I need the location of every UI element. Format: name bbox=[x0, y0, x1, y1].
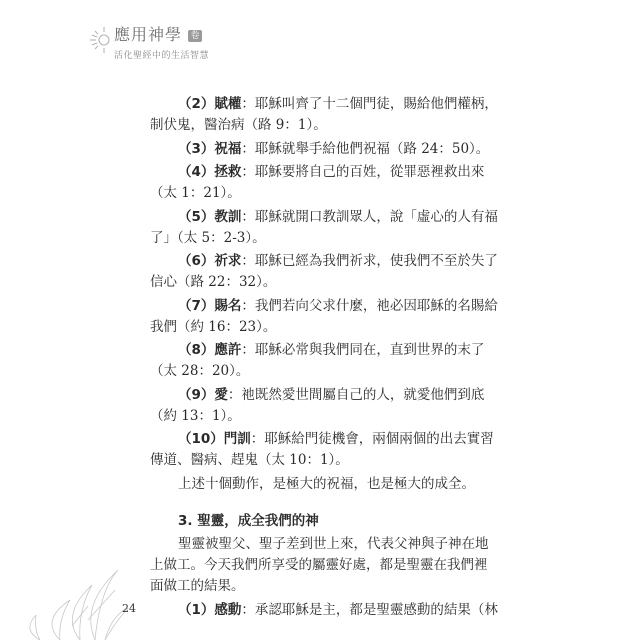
leaf-decoration-icon bbox=[0, 560, 130, 640]
list-item bbox=[150, 600, 510, 621]
paragraph-line: 上述十個動作，是極大的祝福，也是極大的成全。 bbox=[178, 475, 475, 492]
item-text: ：耶穌就舉手給他們祝福（路 24：50）。 bbox=[241, 140, 490, 157]
continuation-line: 信心（路 22：32）。 bbox=[150, 274, 277, 290]
item-text: ：耶穌叫齊了十二個門徒，賜給他們權柄， bbox=[241, 96, 498, 112]
paragraph-line: 聖靈被聖父、聖子差到世上來，代表父神與子神在地 bbox=[178, 536, 489, 552]
item-text: ：耶穌就開口教訓眾人，說「虛心的人有福 bbox=[241, 208, 498, 225]
volume-badge: 卷三 bbox=[188, 30, 202, 42]
page-body bbox=[150, 94, 510, 621]
list-item bbox=[150, 139, 510, 160]
book-title: 應用神學 bbox=[114, 25, 183, 44]
continuation-line: （太 28：20）。 bbox=[150, 363, 250, 379]
item-label: （1）感動 bbox=[178, 601, 242, 618]
item-text: ：祂既然愛世間屬自己的人，就愛他們到底 bbox=[227, 386, 485, 403]
item-label: （10）門訓 bbox=[178, 431, 251, 447]
continuation-line: （約 13：1）。 bbox=[150, 407, 241, 424]
item-text: ：耶穌必常與我們同在，直到世界的末了 bbox=[241, 342, 485, 358]
item-label: （6）祈求 bbox=[178, 253, 242, 269]
item-label: （2）賦權 bbox=[178, 96, 242, 112]
item-label: （8）應許 bbox=[178, 342, 242, 358]
item-text: ：耶穌要將自己的百姓，從罪惡裡救出來 bbox=[241, 164, 485, 180]
item-label: （7）賜名 bbox=[178, 297, 242, 314]
continuation-line: 了」（太 5：2-3）。 bbox=[150, 229, 266, 246]
continuation-line: （太 1：21）。 bbox=[150, 185, 241, 201]
item-text: ：我們若向父求什麼，祂必因耶穌的名賜給 bbox=[241, 297, 498, 314]
item-text: ：耶穌已經為我們祈求，使我們不至於失了 bbox=[241, 253, 498, 269]
continuation-line: 上做工。今天我們所享受的屬靈好處，都是聖靈在我們裡 bbox=[150, 557, 488, 573]
sun-rays-icon bbox=[84, 24, 112, 68]
list-item bbox=[150, 251, 510, 272]
running-header bbox=[84, 24, 284, 72]
item-label: （4）拯救 bbox=[178, 164, 242, 180]
list-item bbox=[150, 340, 510, 361]
list-item bbox=[150, 207, 510, 228]
item-text: ：耶穌給門徒機會，兩個兩個的出去實習 bbox=[250, 431, 494, 447]
list-item bbox=[150, 162, 510, 183]
list-item bbox=[150, 94, 510, 115]
item-label: （5）教訓 bbox=[178, 208, 242, 225]
item-text: ：承認耶穌是主，都是聖靈感動的結果（林 bbox=[241, 601, 498, 618]
section-heading: 3. 聖靈，成全我們的神 bbox=[178, 512, 319, 529]
item-label: （3）祝福 bbox=[178, 140, 242, 157]
book-subtitle: 活化聖經中的生活智慧 bbox=[114, 51, 210, 61]
list-item bbox=[150, 296, 510, 317]
list-item bbox=[150, 429, 510, 450]
continuation-line: 面做工的結果。 bbox=[150, 578, 245, 594]
continuation-line: 我們（約 16：23）。 bbox=[150, 318, 277, 335]
continuation-line: 制伏鬼，醫治病（路 9：1）。 bbox=[150, 117, 327, 133]
list-item bbox=[150, 385, 510, 406]
page-number: 24 bbox=[122, 602, 136, 615]
item-label: （9）愛 bbox=[178, 386, 228, 403]
continuation-line: 傳道、醫病、趕鬼（太 10：1）。 bbox=[150, 452, 349, 468]
